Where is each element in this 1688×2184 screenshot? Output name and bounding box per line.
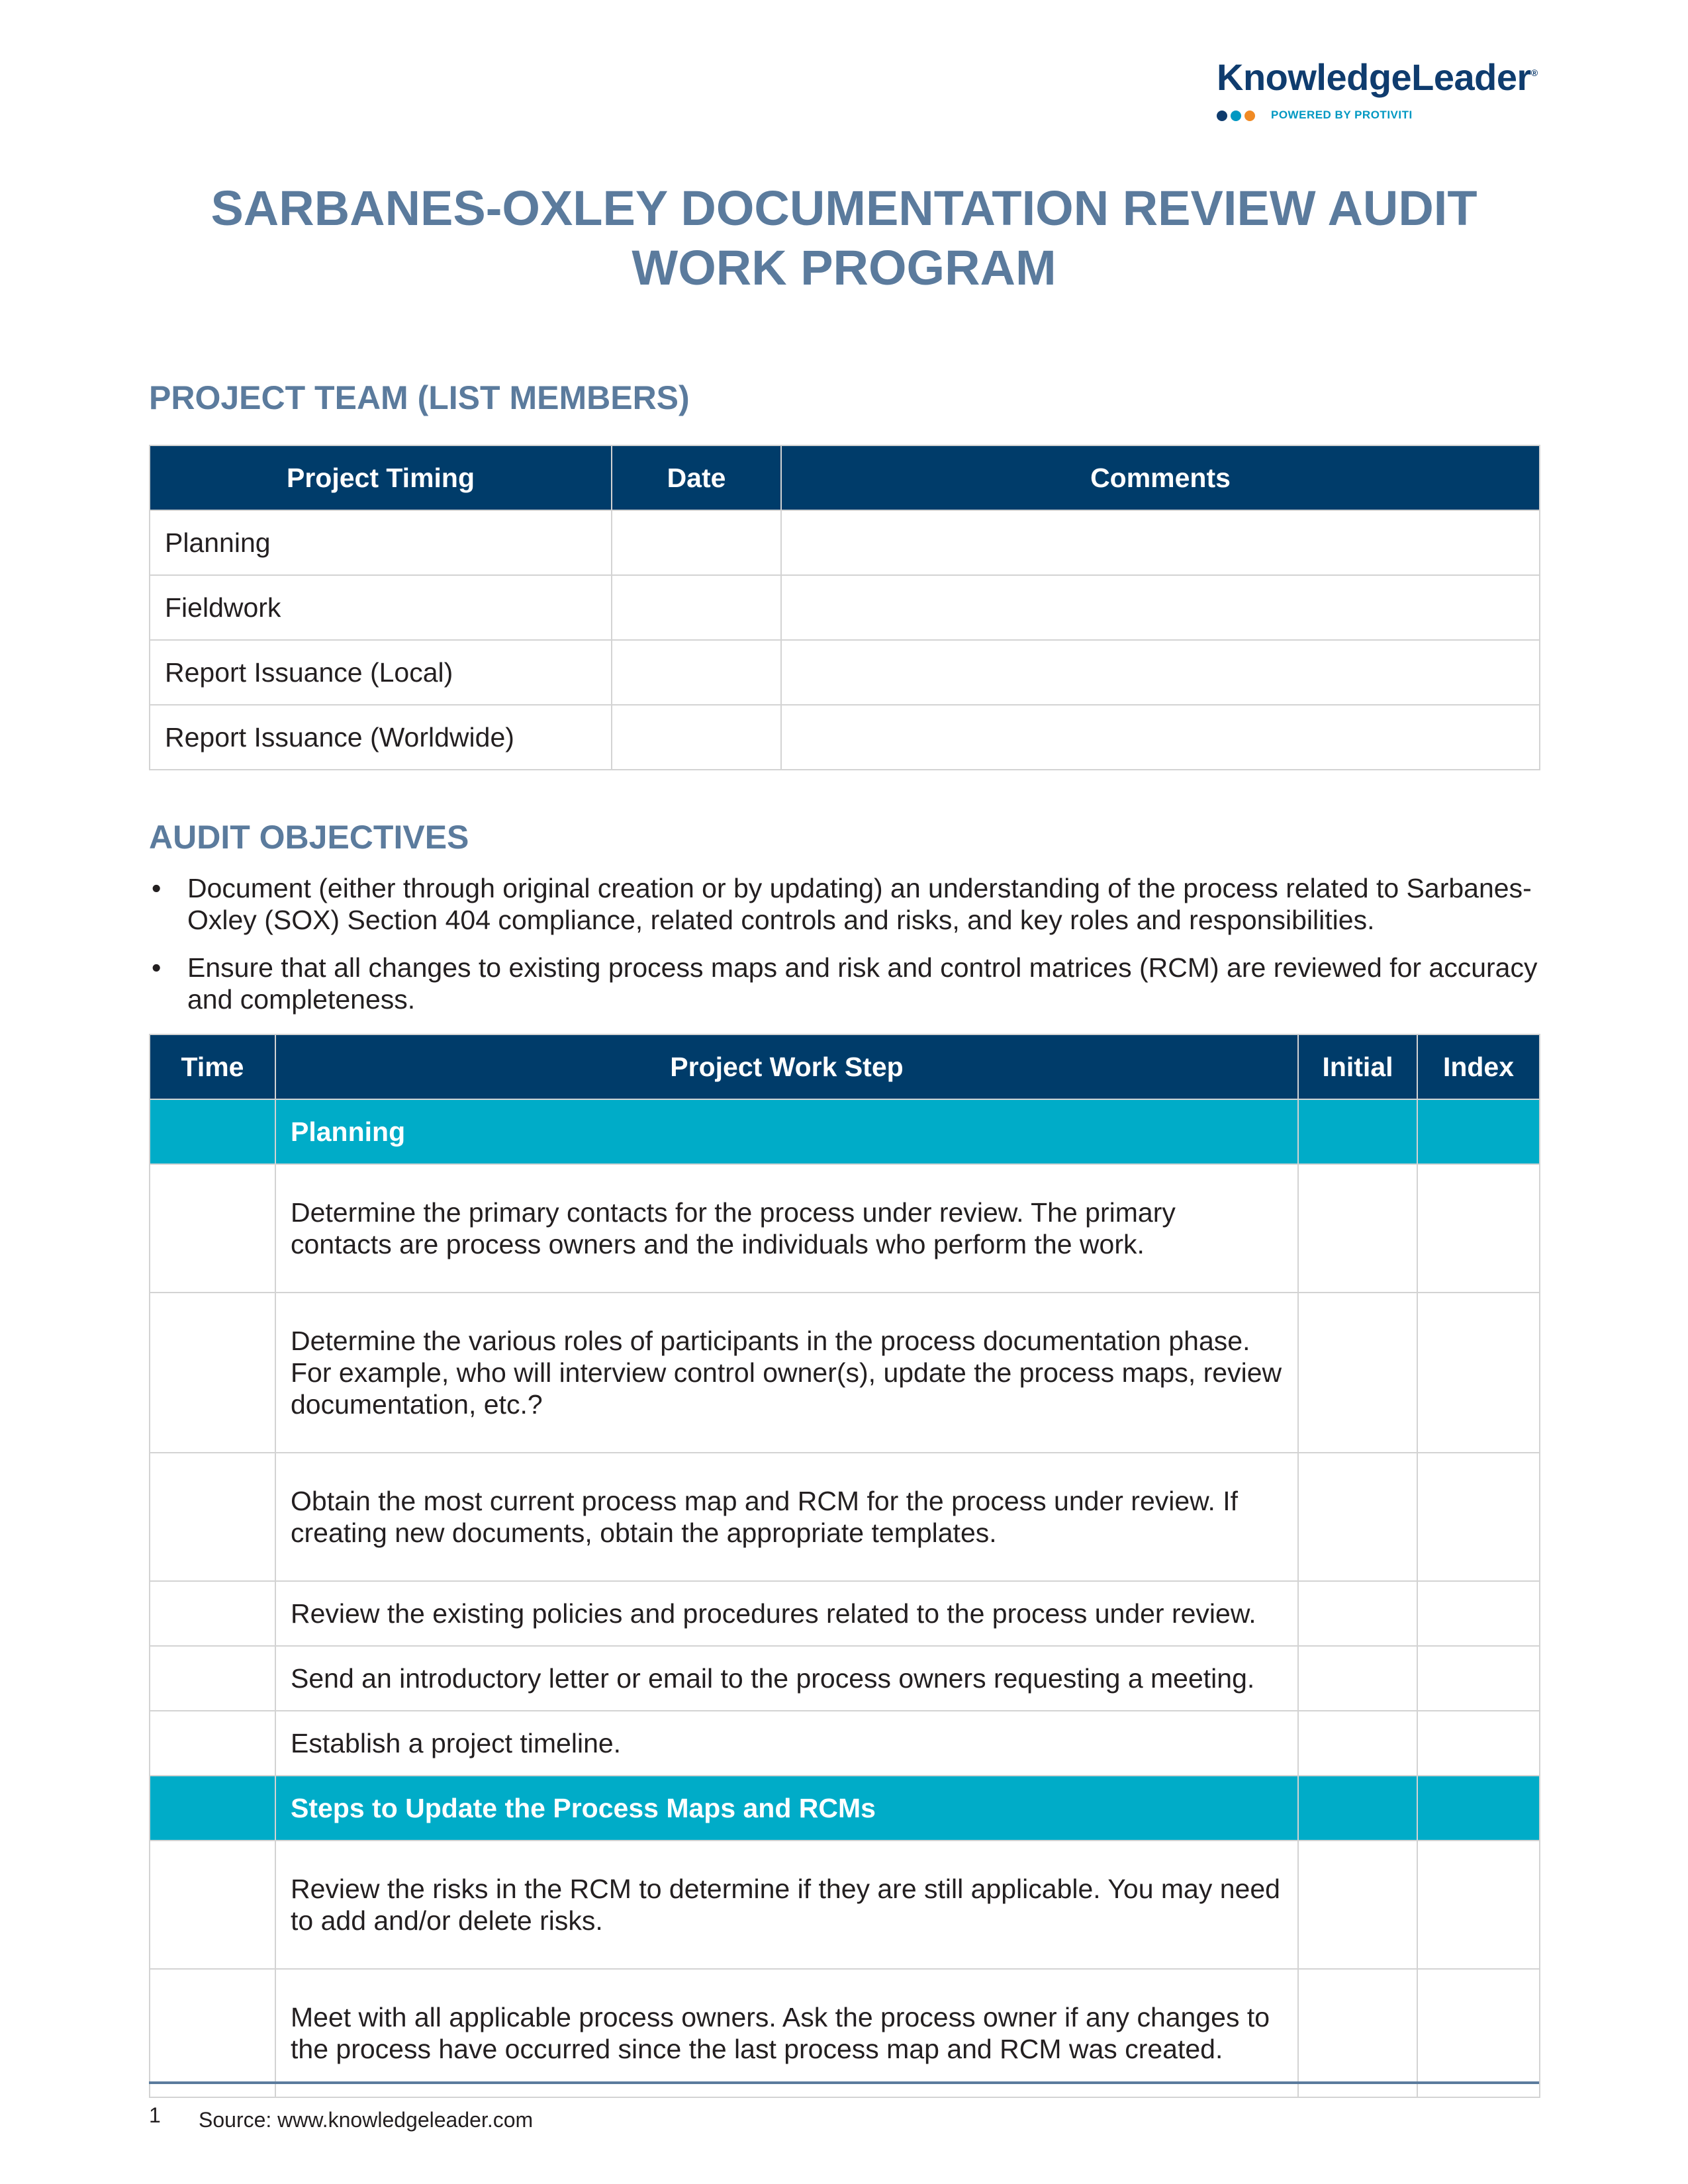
timing-cell: Report Issuance (Worldwide) [150, 705, 612, 770]
index-cell[interactable] [1417, 1711, 1540, 1776]
date-cell[interactable] [612, 510, 781, 575]
index-cell[interactable] [1417, 1581, 1540, 1646]
audit-objectives-list [149, 872, 1539, 1031]
footnote-source[interactable]: Source: www.knowledgeleader.com [199, 2108, 534, 2132]
table-row [150, 1453, 1540, 1581]
logo-dot [1217, 111, 1227, 121]
work-step-cell: Determine the primary contacts for the process under review. The primary contacts are process owners and the individuals who perform the work. [275, 1164, 1298, 1293]
time-cell[interactable] [150, 1646, 275, 1711]
column-header-comments: Comments [781, 445, 1540, 510]
table-row [150, 1646, 1540, 1711]
comments-cell[interactable] [781, 705, 1540, 770]
project-team-table [149, 445, 1540, 770]
index-cell[interactable] [1417, 1164, 1540, 1293]
work-step-cell: Establish a project timeline. [275, 1711, 1298, 1776]
time-cell[interactable] [150, 1164, 275, 1293]
index-cell[interactable] [1417, 1453, 1540, 1581]
knowledgeleader-logo[interactable] [1217, 56, 1541, 128]
section-title: Steps to Update the Process Maps and RCMs [275, 1776, 1298, 1841]
index-cell[interactable] [1417, 1293, 1540, 1453]
initial-cell [1298, 1776, 1417, 1841]
table-row [150, 640, 1540, 705]
logo-dot [1244, 111, 1255, 121]
table-row [150, 1293, 1540, 1453]
column-header-project-timing: Project Timing [150, 445, 612, 510]
initial-cell[interactable] [1298, 1841, 1417, 1969]
index-cell[interactable] [1417, 1969, 1540, 2097]
page-title: SARBANES-OXLEY DOCUMENTATION REVIEW AUDIT WORK PROGRAM [211, 181, 1477, 295]
audit-objectives-heading: AUDIT OBJECTIVES [149, 819, 469, 856]
table-row [150, 1581, 1540, 1646]
logo-dots-icon [1217, 109, 1276, 122]
footer-divider [149, 2081, 1539, 2084]
work-step-cell: Review the existing policies and procedures related to the process under review. [275, 1581, 1298, 1646]
work-program-table [149, 1034, 1540, 2098]
work-step-cell: Obtain the most current process map and RCM for the process under review. If creating new documents, obtain the appropriate templates. [275, 1453, 1298, 1581]
index-cell [1417, 1776, 1540, 1841]
list-item: • Document (either through original creation or by updating) an understanding of the process related to Sarbanes-Oxley (SOX) Section 404 compliance, related controls and risks, and key roles and responsibilities. [149, 872, 1539, 936]
initial-cell[interactable] [1298, 1646, 1417, 1711]
section-row-update-process-maps [150, 1776, 1540, 1841]
comments-cell[interactable] [781, 640, 1540, 705]
project-team-heading: PROJECT TEAM (LIST MEMBERS) [149, 379, 690, 416]
time-cell[interactable] [150, 1711, 275, 1776]
initial-cell[interactable] [1298, 1453, 1417, 1581]
logo-registered-mark: ® [1530, 68, 1538, 78]
table-row [150, 1711, 1540, 1776]
table-row [150, 510, 1540, 575]
time-cell[interactable] [150, 1453, 275, 1581]
table-row [150, 1841, 1540, 1969]
column-header-time: Time [150, 1034, 275, 1099]
time-cell[interactable] [150, 1581, 275, 1646]
table-header-row [150, 445, 1540, 510]
work-step-cell: Determine the various roles of participants in the process documentation phase. For example, who will interview control owner(s), update the process maps, review documentation, etc.? [275, 1293, 1298, 1453]
initial-cell [1298, 1099, 1417, 1164]
index-cell[interactable] [1417, 1841, 1540, 1969]
date-cell[interactable] [612, 640, 781, 705]
time-cell[interactable] [150, 1969, 275, 2097]
work-step-cell: Meet with all applicable process owners. Ask the process owner if any changes to the process have occurred since the last process map and RCM was created. [275, 1969, 1298, 2097]
date-cell[interactable] [612, 575, 781, 640]
comments-cell[interactable] [781, 575, 1540, 640]
list-item: • Ensure that all changes to existing process maps and risk and control matrices (RCM) are reviewed for accuracy and completeness. [149, 952, 1539, 1015]
time-cell [150, 1776, 275, 1841]
logo-tagline: POWERED BY PROTIVITI [1271, 109, 1413, 121]
time-cell[interactable] [150, 1841, 275, 1969]
comments-cell[interactable] [781, 510, 1540, 575]
date-cell[interactable] [612, 705, 781, 770]
column-header-date: Date [612, 445, 781, 510]
initial-cell[interactable] [1298, 1711, 1417, 1776]
column-header-project-work-step: Project Work Step [275, 1034, 1298, 1099]
timing-cell: Fieldwork [150, 575, 612, 640]
initial-cell[interactable] [1298, 1293, 1417, 1453]
initial-cell[interactable] [1298, 1969, 1417, 2097]
table-header-row [150, 1034, 1540, 1099]
footnote-number: 1 [149, 2103, 161, 2127]
work-step-cell: Send an introductory letter or email to the process owners requesting a meeting. [275, 1646, 1298, 1711]
logo-dot [1231, 111, 1241, 121]
time-cell[interactable] [150, 1293, 275, 1453]
section-row-planning [150, 1099, 1540, 1164]
initial-cell[interactable] [1298, 1164, 1417, 1293]
work-step-cell: Review the risks in the RCM to determine if they are still applicable. You may need to add and/or delete risks. [275, 1841, 1298, 1969]
section-title: Planning [275, 1099, 1298, 1164]
column-header-initial: Initial [1298, 1034, 1417, 1099]
index-cell[interactable] [1417, 1646, 1540, 1711]
timing-cell: Report Issuance (Local) [150, 640, 612, 705]
table-row [150, 575, 1540, 640]
logo-name: KnowledgeLeader [1217, 56, 1531, 98]
table-row [150, 705, 1540, 770]
table-row [150, 1969, 1540, 2097]
index-cell [1417, 1099, 1540, 1164]
table-row [150, 1164, 1540, 1293]
timing-cell: Planning [150, 510, 612, 575]
column-header-index: Index [1417, 1034, 1540, 1099]
initial-cell[interactable] [1298, 1581, 1417, 1646]
time-cell [150, 1099, 275, 1164]
